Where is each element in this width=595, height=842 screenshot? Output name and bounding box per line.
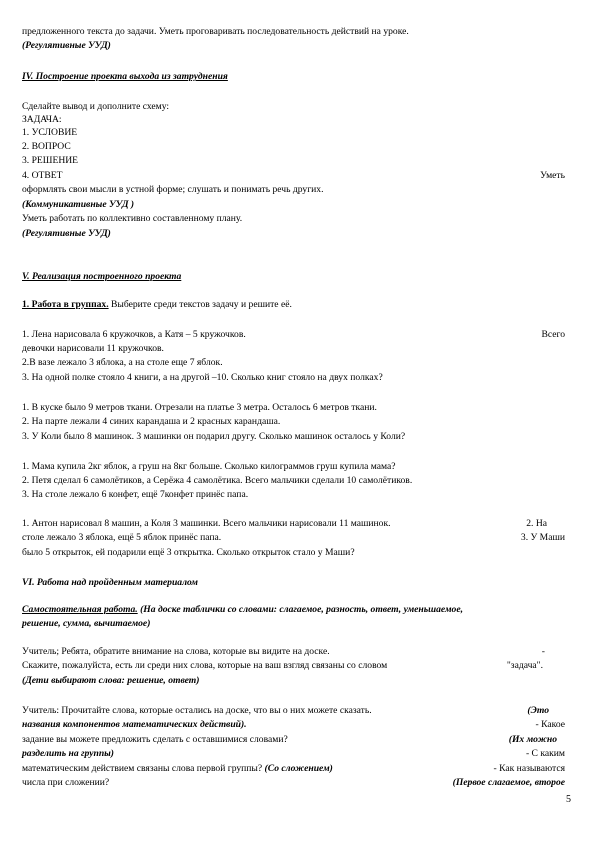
teacher-line [22, 719, 565, 730]
teacher-text-continued: - С каким [525, 748, 565, 759]
independent-work-lead: Самостоятельная работа. [22, 604, 138, 615]
teacher-text-continued: - [541, 646, 545, 657]
reg-uud: (Регулятивные УУД) [22, 228, 111, 239]
group-4-line [22, 518, 565, 529]
group-2-line: 1. В куске было 9 метров ткани. Отрезали на платье 3 метра. Осталось 6 метров ткани. [22, 402, 377, 413]
scheme-item-row [22, 170, 565, 181]
independent-work-line [22, 604, 565, 615]
group-3-line: 3. На столе лежало 6 конфет, ещё 7конфет принёс папа. [22, 489, 249, 500]
task-text: 1. Лена нарисовала 6 кружочков, а Катя – 5 кружочков. [22, 329, 246, 340]
group-work-lead: 1. Работа в группах. [22, 299, 109, 310]
teacher-text: задание вы можете предложить сделать с оставшимися словами? [22, 734, 288, 745]
comm-text: оформлять свои мысли в устной форме; слушать и понимать речь других. [22, 184, 324, 195]
teacher-text-continued: - Как называются [493, 763, 565, 774]
section-5-title: V. Реализация построенного проекта [22, 271, 182, 282]
children-answer: (Дети выбирают слова: решение, ответ) [22, 675, 200, 686]
teacher-text: Учитель: Прочитайте слова, которые остались на доске, что вы о них можете сказать. [22, 705, 372, 716]
section-6-title: VI. Работа над пройденным материалом [22, 577, 198, 588]
teacher-text: Скажите, пожалуйста, есть ли среди них слова, которые на ваш взгляд связаны со словом [22, 660, 388, 671]
section-4-instruction: Сделайте вывод и дополните схему: [22, 101, 170, 112]
teacher-line [22, 734, 565, 745]
group-work-line [22, 299, 565, 310]
scheme-item: 2. ВОПРОС [22, 141, 71, 152]
teacher-text: Учитель; Ребята, обратите внимание на слова, которые вы видите на доске. [22, 646, 330, 657]
teacher-answer: разделить на группы) [22, 748, 115, 759]
teacher-answer: (Со сложением) [264, 763, 333, 774]
teacher-line [22, 646, 565, 657]
teacher-line [22, 777, 565, 788]
group-4-line: было 5 открыток, ей подарили ещё 3 открытка. Сколько открыток стало у Маши? [22, 547, 355, 558]
independent-work-text: (На доске таблички со словами: слагаемое, разность, ответ, уменьшаемое, [137, 604, 463, 615]
group-work-text: Выберите среди текстов задачу и решите её. [108, 299, 292, 310]
group-2-line: 3. У Коли было 8 машинок. 3 машинки он подарил другу. Сколько машинок осталось у Коли? [22, 431, 406, 442]
page-number: 5 [566, 794, 571, 805]
teacher-text-continued: "задача". [506, 660, 543, 671]
group-2-line: 2. На парте лежали 4 синих карандаша и 2 красных карандаша. [22, 416, 281, 427]
teacher-line [22, 660, 565, 671]
intro-uud: (Регулятивные УУД) [22, 40, 111, 51]
group-4-line [22, 532, 565, 543]
teacher-line [22, 763, 565, 774]
task-text: 1. Антон нарисовал 8 машин, а Коля 3 машинки. Всего мальчики нарисовали 11 машинок. [22, 518, 391, 529]
scheme-title: ЗАДАЧА: [22, 114, 62, 125]
teacher-text-continued: - Какое [535, 719, 565, 730]
group-3-line: 2. Петя сделал 6 самолётиков, а Серёжа 4 самолётика. Всего мальчики сделали 10 самолётиков. [22, 475, 413, 486]
group-1-line: девочки нарисовали 11 кружочков. [22, 343, 164, 354]
group-1-line: 3. На одной полке стояло 4 книги, а на другой –10. Сколько книг стояло на двух полках? [22, 372, 383, 383]
intro-text: предложенного текста до задачи. Уметь проговаривать последовательность действий на уроке. [22, 26, 409, 37]
task-text-continued: 3. У Маши [520, 532, 565, 543]
teacher-line [22, 748, 565, 759]
reg-text: Уметь работать по коллективно составленному плану. [22, 213, 243, 224]
teacher-text: числа при сложении? [22, 777, 110, 788]
group-1-line [22, 329, 565, 340]
group-1-line: 2.В вазе лежало 3 яблока, а на столе еще 7 яблок. [22, 357, 223, 368]
umet-text: Уметь [540, 170, 565, 181]
task-text-continued: Всего [541, 329, 565, 340]
teacher-answer: названия компонентов математических действий). [22, 719, 247, 730]
scheme-item: 4. ОТВЕТ [22, 170, 63, 181]
comm-uud: (Коммуникативные УУД ) [22, 199, 135, 210]
independent-work-words: решение, сумма, вычитаемое) [22, 618, 151, 629]
scheme-item: 1. УСЛОВИЕ [22, 127, 78, 138]
teacher-line [22, 705, 565, 716]
teacher-answer: (Первое слагаемое, второе [452, 777, 565, 788]
task-text: столе лежало 3 яблока, ещё 5 яблок принёс папа. [22, 532, 222, 543]
section-4-title: IV. Построение проекта выхода из затруднения [22, 71, 228, 82]
group-3-line: 1. Мама купила 2кг яблок, а груш на 8кг больше. Сколько килограммов груш купила мама? [22, 461, 396, 472]
teacher-text: математическим действием связаны слова первой группы? [22, 763, 265, 774]
task-text-continued: 2. На [526, 518, 547, 529]
teacher-answer: (Это [527, 705, 549, 716]
teacher-answer: (Их можно [508, 734, 557, 745]
scheme-item: 3. РЕШЕНИЕ [22, 155, 79, 166]
